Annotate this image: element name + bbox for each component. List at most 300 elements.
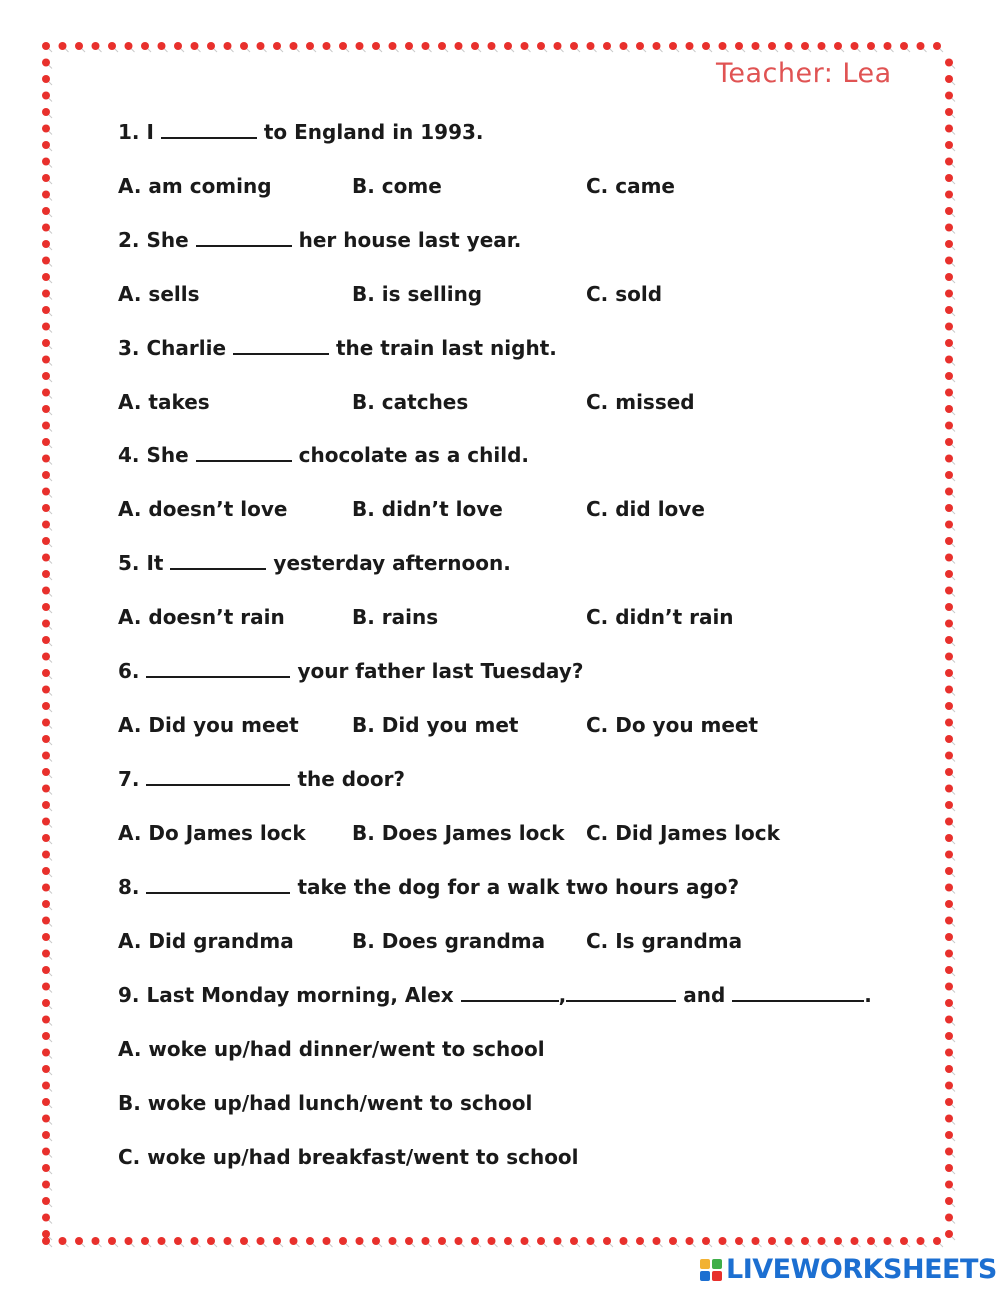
- border-dot: [42, 207, 52, 217]
- border-dot: [768, 42, 778, 52]
- border-dot: [257, 42, 267, 52]
- border-dot: [945, 257, 955, 267]
- question-text: take the dog for a walk two hours ago?: [290, 875, 740, 899]
- border-dot: [945, 884, 955, 894]
- question-1: [118, 120, 484, 144]
- border-dot: [471, 42, 481, 52]
- border-dot: [945, 455, 955, 465]
- question-text: yesterday afternoon.: [266, 551, 511, 575]
- option-a[interactable]: A. Do James lock: [118, 821, 306, 845]
- border-dot: [587, 1237, 597, 1247]
- border-dot: [945, 785, 955, 795]
- border-dot: [141, 1237, 151, 1247]
- border-dot: [945, 438, 955, 448]
- border-dot: [42, 1082, 52, 1092]
- border-dot: [945, 273, 955, 283]
- border-dot: [42, 620, 52, 630]
- question-text: your father last Tuesday?: [290, 659, 584, 683]
- border-dot: [945, 504, 955, 514]
- border-dot: [945, 356, 955, 366]
- border-dot: [587, 42, 597, 52]
- border-dot: [945, 207, 955, 217]
- border-dot: [42, 1131, 52, 1141]
- border-dot: [59, 42, 69, 52]
- blocks-icon: [700, 1259, 722, 1281]
- border-dot: [389, 1237, 399, 1247]
- border-dot: [945, 339, 955, 349]
- option-b[interactable]: B. catches: [352, 390, 469, 414]
- border-dot: [42, 422, 52, 432]
- border-dot: [867, 1237, 877, 1247]
- border-dot: [945, 900, 955, 910]
- border-dot: [603, 42, 613, 52]
- option-a[interactable]: A. am coming: [118, 174, 272, 198]
- border-dot: [42, 1181, 52, 1191]
- border-dot: [851, 42, 861, 52]
- answer-blank[interactable]: [196, 444, 292, 462]
- border-dot: [42, 1214, 52, 1224]
- border-dot: [945, 851, 955, 861]
- border-dot: [945, 570, 955, 580]
- border-dot: [636, 42, 646, 52]
- border-dot: [653, 1237, 663, 1247]
- border-dot: [290, 42, 300, 52]
- border-dot: [224, 1237, 234, 1247]
- border-dot: [801, 1237, 811, 1247]
- border-dot: [42, 999, 52, 1009]
- border-dot: [735, 42, 745, 52]
- border-dot: [455, 42, 465, 52]
- border-dot: [455, 1237, 465, 1247]
- option-a[interactable]: A. sells: [118, 282, 200, 306]
- border-dot: [42, 273, 52, 283]
- answer-blank[interactable]: [146, 876, 290, 894]
- border-dot: [42, 752, 52, 762]
- border-dot: [108, 42, 118, 52]
- option-c[interactable]: C. woke up/had breakfast/went to school: [118, 1145, 579, 1169]
- border-dot: [224, 42, 234, 52]
- border-dot: [42, 834, 52, 844]
- border-dot: [42, 372, 52, 382]
- option-a[interactable]: A. Did grandma: [118, 929, 294, 953]
- border-dot: [273, 1237, 283, 1247]
- border-dot: [620, 1237, 630, 1247]
- border-dot: [59, 1237, 69, 1247]
- answer-blank[interactable]: [233, 337, 329, 355]
- border-dot: [42, 1115, 52, 1125]
- border-dot: [75, 1237, 85, 1247]
- border-dot: [42, 174, 52, 184]
- border-dot: [42, 867, 52, 877]
- border-dot: [42, 108, 52, 118]
- border-dot: [945, 92, 955, 102]
- border-dot: [372, 1237, 382, 1247]
- border-dot: [521, 1237, 531, 1247]
- border-dot: [240, 1237, 250, 1247]
- border-dot: [945, 620, 955, 630]
- option-b[interactable]: B. Does James lock: [352, 821, 565, 845]
- border-dot: [945, 983, 955, 993]
- option-b[interactable]: B. rains: [352, 605, 439, 629]
- border-dot: [945, 636, 955, 646]
- border-dot: [636, 1237, 646, 1247]
- option-c[interactable]: C. didn’t rain: [586, 605, 734, 629]
- option-c[interactable]: C. Did James lock: [586, 821, 780, 845]
- border-dot: [158, 1237, 168, 1247]
- border-dot: [42, 818, 52, 828]
- border-dot: [42, 851, 52, 861]
- border-dot: [42, 240, 52, 250]
- border-dot: [620, 42, 630, 52]
- border-dot: [945, 1082, 955, 1092]
- border-dot: [42, 59, 52, 69]
- option-c[interactable]: C. sold: [586, 282, 663, 306]
- border-dot: [702, 1237, 712, 1247]
- border-dot: [554, 42, 564, 52]
- border-dot: [42, 801, 52, 811]
- answer-blank-3[interactable]: [732, 984, 864, 1002]
- border-dot: [702, 42, 712, 52]
- border-dot: [818, 1237, 828, 1247]
- answer-blank[interactable]: [196, 229, 292, 247]
- border-dot: [785, 42, 795, 52]
- border-dot: [42, 966, 52, 976]
- border-dot: [945, 1230, 955, 1240]
- border-dot: [945, 1181, 955, 1191]
- border-dot: [471, 1237, 481, 1247]
- border-dot: [42, 1065, 52, 1075]
- border-dot: [945, 389, 955, 399]
- border-dot: [504, 1237, 514, 1247]
- option-c[interactable]: C. came: [586, 174, 675, 198]
- border-dot: [945, 801, 955, 811]
- border-dot: [125, 1237, 135, 1247]
- border-dot: [945, 818, 955, 828]
- border-dot: [42, 141, 52, 151]
- option-b[interactable]: B. come: [352, 174, 442, 198]
- border-dot: [191, 42, 201, 52]
- border-dot: [42, 42, 52, 52]
- border-dot: [884, 1237, 894, 1247]
- border-dot: [290, 1237, 300, 1247]
- border-dot: [422, 1237, 432, 1247]
- border-dot: [945, 917, 955, 927]
- border-dot: [42, 785, 52, 795]
- border-dot: [141, 42, 151, 52]
- border-dot: [945, 752, 955, 762]
- border-dot: [945, 290, 955, 300]
- border-dot: [306, 1237, 316, 1247]
- border-dot: [42, 455, 52, 465]
- answer-blank[interactable]: [146, 660, 290, 678]
- border-dot: [422, 42, 432, 52]
- border-dot: [42, 290, 52, 300]
- border-dot: [818, 42, 828, 52]
- border-dot: [42, 587, 52, 597]
- border-dot: [945, 554, 955, 564]
- border-dot: [125, 42, 135, 52]
- option-c[interactable]: C. did love: [586, 497, 705, 521]
- border-dot: [42, 636, 52, 646]
- border-dot: [323, 42, 333, 52]
- answer-blank[interactable]: [170, 552, 266, 570]
- border-dot: [257, 1237, 267, 1247]
- border-dot: [42, 686, 52, 696]
- border-dot: [945, 1049, 955, 1059]
- answer-blank-1[interactable]: [461, 984, 559, 1002]
- border-dot: [42, 389, 52, 399]
- option-a[interactable]: A. Did you meet: [118, 713, 299, 737]
- liveworksheets-logo[interactable]: [700, 1254, 997, 1285]
- border-dot: [867, 42, 877, 52]
- question-7: [118, 767, 405, 791]
- border-dot: [42, 75, 52, 85]
- border-dot: [521, 42, 531, 52]
- border-dot: [42, 917, 52, 927]
- border-dot: [945, 735, 955, 745]
- border-dot: [488, 42, 498, 52]
- answer-blank[interactable]: [161, 121, 257, 139]
- border-dot: [900, 1237, 910, 1247]
- border-dot: [686, 1237, 696, 1247]
- option-c[interactable]: C. missed: [586, 390, 695, 414]
- border-dot: [174, 42, 184, 52]
- border-dot: [945, 966, 955, 976]
- border-dot: [719, 42, 729, 52]
- border-dot: [405, 42, 415, 52]
- border-dot: [306, 42, 316, 52]
- border-dot: [945, 125, 955, 135]
- question-text: and: [676, 983, 733, 1007]
- border-dot: [42, 471, 52, 481]
- border-dot: [900, 42, 910, 52]
- border-dot: [785, 1237, 795, 1247]
- border-dot: [945, 999, 955, 1009]
- border-dot: [42, 603, 52, 613]
- border-dot: [801, 42, 811, 52]
- question-text: to England in 1993.: [256, 120, 484, 144]
- border-dot: [834, 42, 844, 52]
- border-dot: [945, 422, 955, 432]
- border-dot: [945, 686, 955, 696]
- border-dot: [42, 224, 52, 234]
- border-dot: [42, 554, 52, 564]
- border-dot: [42, 669, 52, 679]
- option-b[interactable]: B. didn’t love: [352, 497, 503, 521]
- border-dot: [945, 108, 955, 118]
- question-text: 3. Charlie: [118, 336, 233, 360]
- border-dot: [42, 983, 52, 993]
- answer-blank-2[interactable]: [566, 984, 676, 1002]
- border-dot: [389, 42, 399, 52]
- border-dot: [834, 1237, 844, 1247]
- border-dot: [945, 933, 955, 943]
- border-dot: [945, 1032, 955, 1042]
- question-text: 4. She: [118, 443, 196, 467]
- border-dot: [945, 1131, 955, 1141]
- border-dot: [42, 191, 52, 201]
- option-a[interactable]: A. doesn’t love: [118, 497, 288, 521]
- border-dot: [405, 1237, 415, 1247]
- border-dot: [207, 42, 217, 52]
- border-dot: [945, 141, 955, 151]
- border-dot: [42, 1164, 52, 1174]
- question-8: [118, 875, 739, 899]
- border-dot: [339, 1237, 349, 1247]
- option-a[interactable]: A. takes: [118, 390, 210, 414]
- brand-name: LIVEWORKSHEETS: [726, 1254, 997, 1285]
- question-text: her house last year.: [291, 228, 522, 252]
- border-dot: [174, 1237, 184, 1247]
- border-dot: [945, 306, 955, 316]
- border-dot: [191, 1237, 201, 1247]
- border-dot: [945, 1214, 955, 1224]
- border-dot: [42, 1098, 52, 1108]
- border-dot: [42, 125, 52, 135]
- border-dot: [768, 1237, 778, 1247]
- border-dot: [339, 42, 349, 52]
- option-c[interactable]: C. Is grandma: [586, 929, 743, 953]
- border-dot: [945, 59, 955, 69]
- border-dot: [945, 191, 955, 201]
- border-dot: [488, 1237, 498, 1247]
- question-5: [118, 551, 511, 575]
- border-dot: [42, 339, 52, 349]
- border-dot: [356, 42, 366, 52]
- question-text: 7.: [118, 767, 147, 791]
- option-a[interactable]: A. woke up/had dinner/went to school: [118, 1037, 545, 1061]
- border-dot: [945, 488, 955, 498]
- border-dot: [945, 75, 955, 85]
- border-dot: [92, 42, 102, 52]
- border-dot: [945, 719, 955, 729]
- border-dot: [92, 1237, 102, 1247]
- border-dot: [42, 735, 52, 745]
- border-dot: [851, 1237, 861, 1247]
- option-c[interactable]: C. Do you meet: [586, 713, 759, 737]
- border-dot: [273, 42, 283, 52]
- border-dot: [42, 92, 52, 102]
- border-dot: [42, 158, 52, 168]
- border-dot: [42, 570, 52, 580]
- border-dot: [945, 587, 955, 597]
- border-dot: [945, 323, 955, 333]
- border-dot: [504, 42, 514, 52]
- border-dot: [945, 1197, 955, 1207]
- border-dot: [240, 42, 250, 52]
- border-dot: [42, 933, 52, 943]
- border-dot: [945, 240, 955, 250]
- border-dot: [42, 1016, 52, 1026]
- option-b[interactable]: B. woke up/had lunch/went to school: [118, 1091, 533, 1115]
- option-b[interactable]: B. Did you met: [352, 713, 519, 737]
- question-text: chocolate as a child.: [291, 443, 530, 467]
- border-dot: [42, 323, 52, 333]
- border-dot: [945, 158, 955, 168]
- border-dot: [42, 1032, 52, 1042]
- border-dot: [945, 1164, 955, 1174]
- border-dot: [42, 950, 52, 960]
- border-dot: [42, 768, 52, 778]
- border-dot: [945, 702, 955, 712]
- question-text: 6.: [118, 659, 147, 683]
- border-dot: [42, 1049, 52, 1059]
- border-dot: [42, 884, 52, 894]
- border-dot: [945, 653, 955, 663]
- border-dot: [917, 42, 927, 52]
- border-dot: [669, 1237, 679, 1247]
- question-text: 2. She: [118, 228, 196, 252]
- border-dot: [945, 405, 955, 415]
- question-text: the train last night.: [329, 336, 557, 360]
- border-dot: [42, 1148, 52, 1158]
- question-text: .: [864, 983, 872, 1007]
- border-dot: [537, 1237, 547, 1247]
- border-dot: [945, 1115, 955, 1125]
- option-b[interactable]: B. Does grandma: [352, 929, 546, 953]
- border-dot: [945, 1016, 955, 1026]
- border-dot: [945, 537, 955, 547]
- border-dot: [945, 471, 955, 481]
- question-2: [118, 228, 521, 252]
- question-text: 8.: [118, 875, 147, 899]
- question-text: ,: [558, 983, 567, 1007]
- option-b[interactable]: B. is selling: [352, 282, 483, 306]
- border-dot: [945, 950, 955, 960]
- border-dot: [42, 521, 52, 531]
- border-dot: [945, 1148, 955, 1158]
- border-dot: [752, 1237, 762, 1247]
- border-dot: [686, 42, 696, 52]
- border-dot: [42, 504, 52, 514]
- border-dot: [735, 1237, 745, 1247]
- border-dot: [75, 42, 85, 52]
- border-dot: [945, 372, 955, 382]
- option-a[interactable]: A. doesn’t rain: [118, 605, 285, 629]
- border-dot: [945, 768, 955, 778]
- teacher-name: Teacher: Lea: [716, 58, 892, 89]
- answer-blank[interactable]: [146, 768, 290, 786]
- border-dot: [108, 1237, 118, 1247]
- question-3: [118, 336, 557, 360]
- border-dot: [917, 1237, 927, 1247]
- border-dot: [945, 834, 955, 844]
- border-dot: [42, 405, 52, 415]
- border-dot: [42, 653, 52, 663]
- border-dot: [570, 42, 580, 52]
- border-dot: [42, 488, 52, 498]
- question-text: 5. It: [118, 551, 171, 575]
- border-dot: [323, 1237, 333, 1247]
- border-dot: [945, 603, 955, 613]
- border-dot: [356, 1237, 366, 1247]
- border-dot: [945, 1065, 955, 1075]
- border-dot: [719, 1237, 729, 1247]
- border-dot: [752, 42, 762, 52]
- border-dot: [42, 306, 52, 316]
- border-dot: [372, 42, 382, 52]
- border-dot: [42, 438, 52, 448]
- question-6: [118, 659, 583, 683]
- border-dot: [42, 719, 52, 729]
- border-dot: [945, 1098, 955, 1108]
- border-dot: [669, 42, 679, 52]
- border-dot: [438, 42, 448, 52]
- question-4: [118, 443, 529, 467]
- border-dot: [42, 702, 52, 712]
- border-dot: [933, 42, 943, 52]
- question-9: [118, 983, 872, 1007]
